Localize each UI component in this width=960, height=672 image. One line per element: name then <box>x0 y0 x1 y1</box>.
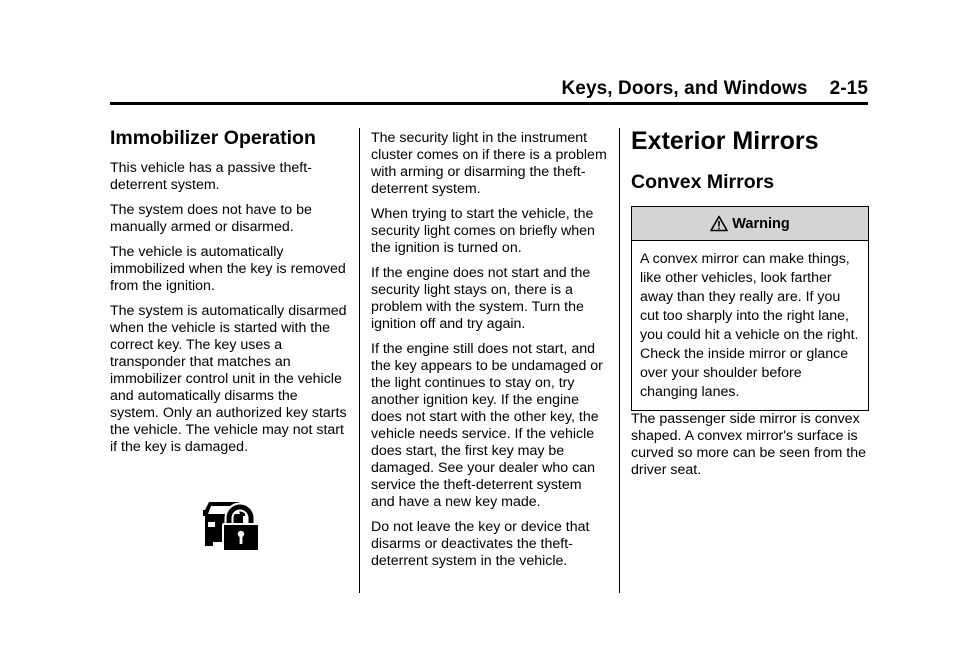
warning-text: A convex mirror can make things, like other vehicles, look farther away than they really are. If you cut too sharply into the right lane, you could hit a vehicle on the right. Check the inside mirror or glance over your shoulder before changing lanes. <box>640 251 859 400</box>
security-light-car-lock-icon <box>199 500 261 552</box>
page-header <box>110 78 868 104</box>
page-number: 2-15 <box>829 78 868 99</box>
column-exterior-mirrors <box>631 126 871 487</box>
warning-box <box>631 206 869 411</box>
paragraph: Do not leave the key or device that disarms or deactivates the theft-deterrent system in the vehicle. <box>371 519 590 569</box>
paragraph: The security light in the instrument cluster comes on if there is a problem with arming or disarming the theft-deterrent system. <box>371 130 607 197</box>
warning-header <box>632 207 868 241</box>
subsection-heading: Convex Mirrors <box>631 171 775 193</box>
paragraph: If the engine still does not start, and the key appears to be undamaged or the light continues to stay on, try another ignition key. If the engine does not start with the other key, the vehicle needs service. If the vehicle does start, the first key may be damaged. See your dealer who can service the theft-deterrent system and have a new key made. <box>371 341 603 510</box>
section-title: Keys, Doors, and Windows <box>561 78 808 99</box>
paragraph: This vehicle has a passive theft-deterrent system. <box>110 160 312 193</box>
paragraph: If the engine does not start and the security light stays on, there is a problem with the system. Turn the ignition off and try again. <box>371 265 591 332</box>
warning-label: Warning <box>732 215 790 232</box>
paragraph: The passenger side mirror is convex shaped. A convex mirror's surface is curved so more can be seen from the driver seat. <box>631 411 867 478</box>
security-light-symbol <box>110 500 350 560</box>
column-immobilizer <box>110 126 350 560</box>
paragraph: The system is automatically disarmed when the vehicle is started with the correct key. The key uses a transponder that matches an immobilizer control unit in the vehicle and automatically disarms the system. Only an authorized key starts the vehicle. The vehicle may not start if the key is damaged. <box>110 303 347 455</box>
paragraph: The vehicle is automatically immobilized when the key is removed from the ignition. <box>110 244 346 294</box>
column-divider <box>359 128 360 593</box>
warning-triangle-icon <box>710 215 728 232</box>
column-security-light <box>371 130 607 578</box>
chapter-heading: Exterior Mirrors <box>631 127 819 155</box>
header-rule <box>110 102 868 105</box>
column-divider <box>619 128 620 593</box>
paragraph: When trying to start the vehicle, the security light comes on briefly when the ignition is turned on. <box>371 206 595 256</box>
section-heading: Immobilizer Operation <box>110 127 316 149</box>
paragraph: The system does not have to be manually armed or disarmed. <box>110 202 312 235</box>
